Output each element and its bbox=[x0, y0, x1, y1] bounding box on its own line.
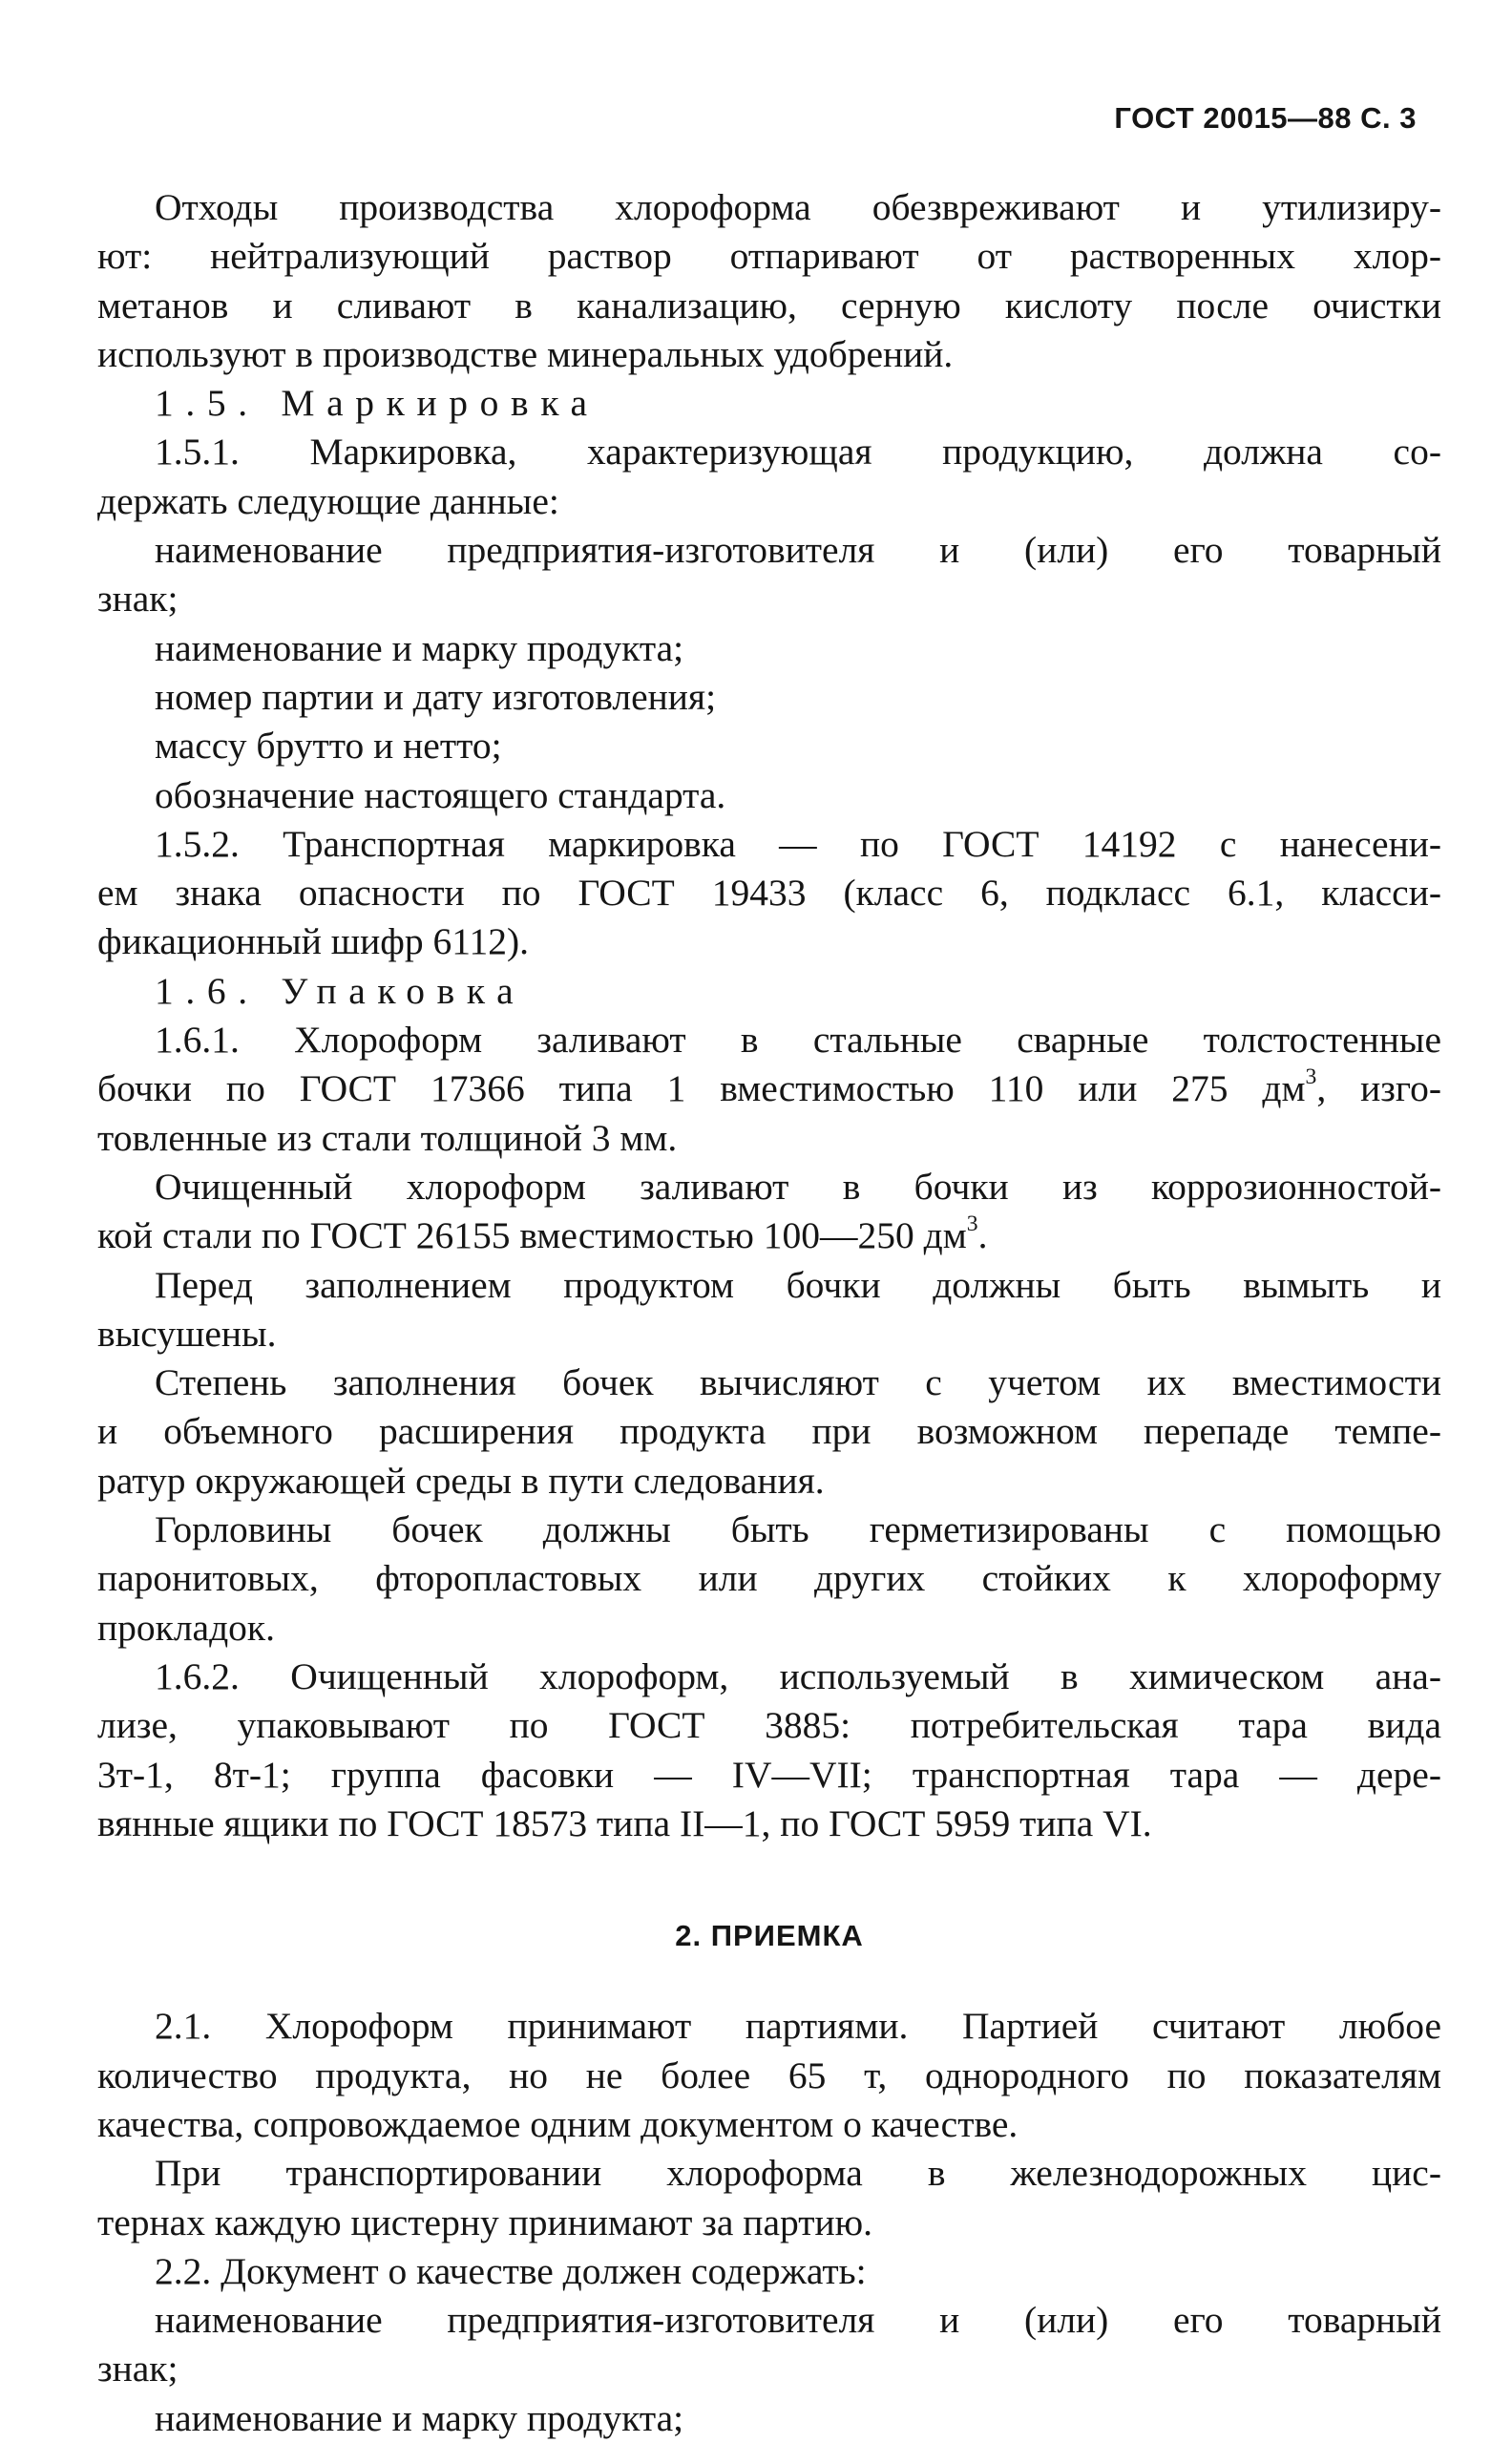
paragraph-1-5-2 bbox=[97, 820, 1441, 967]
paragraph-2-2: 2.2. Документ о качестве должен содержать: bbox=[155, 2249, 867, 2292]
text-line: прокладок. bbox=[97, 1606, 275, 1649]
text-line: 2.1. Хлороформ принимают партиями. Партией считают любое bbox=[155, 2005, 1441, 2048]
paragraph-1-5-1 bbox=[97, 428, 1441, 526]
paragraph-purified bbox=[97, 1163, 1441, 1261]
text-line: и объемного расширения продукта при возможном перепаде темпе- bbox=[97, 1410, 1441, 1453]
subsection-heading-1-5: 1.5. Маркировка bbox=[155, 382, 599, 425]
text-line: Степень заполнения бочек вычисляют с учетом их вместимости bbox=[155, 1361, 1441, 1404]
text-line: 1.6.1. Хлороформ заливают в стальные сварные толстостенные bbox=[155, 1019, 1441, 1062]
list-marking-data bbox=[97, 526, 1441, 820]
text-line: товленные из стали толщиной 3 мм. bbox=[97, 1116, 678, 1159]
list-item: номер партии и дату изготовления; bbox=[155, 675, 717, 718]
text-line: 3т-1, 8т-1; группа фасовки — IV—VII; транспортная тара — дере- bbox=[97, 1753, 1441, 1796]
text-line: Перед заполнением продуктом бочки должны быть вымыть и bbox=[155, 1263, 1441, 1306]
text-line: ратур окружающей среды в пути следования. bbox=[97, 1459, 825, 1502]
text-line: 1.5.1. Маркировка, характеризующая продукцию, должна со- bbox=[155, 431, 1441, 474]
text-fragment: бочки по ГОСТ 17366 типа 1 вместимостью 110 или 275 дм bbox=[97, 1067, 1306, 1110]
text-line: 1.5.2. Транспортная маркировка — по ГОСТ 14192 с нанесени- bbox=[155, 822, 1441, 865]
text-line: качества, сопровождаемое одним документом о качестве. bbox=[97, 2102, 1018, 2145]
paragraph-rail-transport bbox=[97, 2149, 1441, 2247]
paragraph-before-filling bbox=[97, 1261, 1441, 1359]
text-line: ем знака опасности по ГОСТ 19433 (класс 6, подкласс 6.1, класси- bbox=[97, 872, 1441, 915]
list-quality-document bbox=[97, 2296, 1441, 2443]
text-line bbox=[97, 1211, 1441, 1260]
paragraph-1-6-1 bbox=[97, 1016, 1441, 1163]
text-line: фикационный шифр 6112). bbox=[97, 920, 530, 963]
superscript: 3 bbox=[1305, 1064, 1317, 1090]
text-line bbox=[97, 1064, 1441, 1113]
paragraph-filling-degree bbox=[97, 1358, 1441, 1506]
list-item: наименование предприятия-изготовителя и (или) его товарный bbox=[155, 2299, 1441, 2342]
text-line: количество продукта, но не более 65 т, однородного по показателям bbox=[97, 2053, 1441, 2096]
text-line: Горловины бочек должны быть герметизированы с помощью bbox=[155, 1508, 1441, 1551]
superscript: 3 bbox=[966, 1211, 978, 1237]
text-line: При транспортировании хлороформа в железнодорожных цис- bbox=[155, 2152, 1441, 2195]
paragraph-2-1 bbox=[97, 2002, 1441, 2149]
list-item-continuation: знак; bbox=[97, 2348, 178, 2390]
text-line: держать следующие данные: bbox=[97, 479, 559, 522]
text-fragment: , изго- bbox=[1316, 1067, 1441, 1110]
list-item: массу брутто и нетто; bbox=[155, 725, 502, 768]
text-line: используют в производстве минеральных удобрений. bbox=[97, 332, 954, 375]
text-line: вянные ящики по ГОСТ 18573 типа II—1, по ГОСТ 5959 типа VI. bbox=[97, 1801, 1152, 1844]
text-line: ют: нейтрализующий раствор отпаривают от растворенных хлор- bbox=[97, 235, 1441, 278]
text-line: высушены. bbox=[97, 1312, 277, 1355]
paragraph-waste-disposal bbox=[97, 183, 1441, 379]
section-title-acceptance: 2. ПРИЕМКА bbox=[675, 1919, 864, 1953]
text-line: лизе, упаковывают по ГОСТ 3885: потребительская тара вида bbox=[97, 1704, 1441, 1747]
list-item: наименование и марку продукта; bbox=[155, 626, 684, 669]
running-header: ГОСТ 20015—88 С. 3 bbox=[1114, 101, 1417, 135]
text-line: Отходы производства хлороформа обезвреживают и утилизиру- bbox=[155, 186, 1441, 228]
subsection-heading-1-6: 1.6. Упаковка bbox=[155, 969, 526, 1012]
list-item: обозначение настоящего стандарта. bbox=[155, 773, 726, 816]
list-item: наименование предприятия-изготовителя и (или) его товарный bbox=[155, 529, 1441, 572]
text-line: 1.6.2. Очищенный хлороформ, используемый в химическом ана- bbox=[155, 1654, 1441, 1697]
paragraph-barrel-necks bbox=[97, 1506, 1441, 1653]
text-line: метанов и сливают в канализацию, серную кислоту после очистки bbox=[97, 284, 1441, 326]
document-body bbox=[97, 183, 1441, 2443]
list-item-continuation: знак; bbox=[97, 578, 178, 621]
paragraph-1-6-2 bbox=[97, 1653, 1441, 1848]
text-fragment: кой стали по ГОСТ 26155 вместимостью 100—250 дм bbox=[97, 1214, 967, 1257]
text-line: Очищенный хлороформ заливают в бочки из коррозионностой- bbox=[155, 1165, 1441, 1208]
text-line: паронитовых, фторопластовых или других стойких к хлороформу bbox=[97, 1557, 1441, 1600]
text-line: тернах каждую цистерну принимают за партию. bbox=[97, 2201, 872, 2243]
list-item: наименование и марку продукта; bbox=[155, 2396, 684, 2439]
text-fragment: . bbox=[977, 1214, 988, 1257]
